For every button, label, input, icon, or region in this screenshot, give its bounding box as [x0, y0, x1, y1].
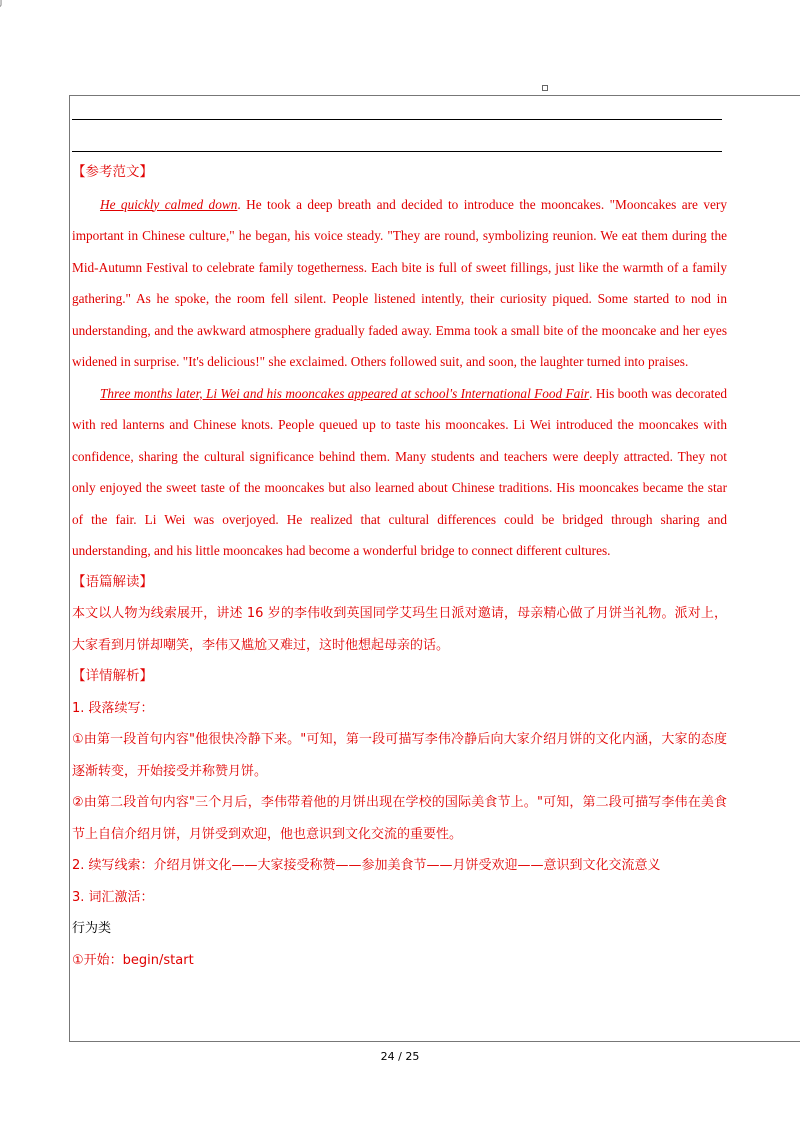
- anchor-mark: [542, 85, 548, 91]
- section-heading-reference: 【参考范文】: [72, 164, 153, 180]
- detail-item-text: ②由第二段首句内容"三个月后，李伟带着他的月饼出现在学校的国际美食节上。"可知，第二段可描写李伟在美食节上自信介绍月饼，月饼受到欢迎，他也意识到文化交流的重要性。: [72, 795, 727, 842]
- detail-item-title: 1. 段落续写：: [72, 700, 154, 716]
- paragraph-lead-sentence: Three months later, Li Wei and his mooncakes appeared at school's International Food Fair: [100, 385, 590, 401]
- page-number: 24 / 25: [380, 1050, 420, 1063]
- vocab-category: 行为类: [72, 921, 112, 936]
- section-heading-detail: 【详情解析】: [72, 668, 153, 684]
- answer-line: [72, 119, 722, 120]
- document-body: [72, 157, 727, 976]
- detail-item-text: 2. 续写线索：介绍月饼文化——大家接受称赞——参加美食节——月饼受欢迎——意识到文化交流意义: [72, 858, 661, 873]
- section-heading-reading: 【语篇解读】: [72, 573, 153, 590]
- detail-item-text: ①由第一段首句内容"他很快冷静下来。"可知，第一段可描写李伟冷静后向大家介绍月饼的文化内涵，大家的态度逐渐转变，开始接受并称赞月饼。: [72, 732, 727, 779]
- sample-paragraph-2: [72, 378, 727, 567]
- paragraph-body: . He took a deep breath and decided to introduce the mooncakes. "Mooncakes are very important in Chinese culture," he began, his voice steady. "They are round, symbolizing reunion. We eat them during the Mid-Autumn Festival to celebrate family togetherness. Each bite is full of sweet fillings, just like the warmth of a family gathering." As he spoke, the room fell silent. People listened intently, their curiosity piqued. Some started to nod in understanding, and the awkward atmosphere gradually faded away. Emma took a small bite of the mooncake and her eyes widened in surprise. "It's delicious!" she exclaimed. Others followed suit, and soon, the laughter turned into praises.: [72, 196, 727, 369]
- sample-paragraph-1: [72, 189, 727, 378]
- paragraph-body: . His booth was decorated with red lanterns and Chinese knots. People queued up to taste his mooncakes. Li Wei introduced the mooncakes with confidence, sharing the cultural significance behind them. Many students and teachers were deeply attracted. They not only enjoyed the sweet taste of the mooncakes but also learned about Chinese traditions. His mooncakes became the star of the fair. Li Wei was overjoyed. He realized that cultural differences could be bridged through sharing and understanding, and his little mooncakes had become a wonderful bridge to connect different cultures.: [72, 385, 727, 558]
- detail-item-title: 3. 词汇激活：: [72, 889, 154, 905]
- answer-line: [72, 151, 722, 152]
- corner-mark: J: [0, 0, 3, 7]
- paragraph-lead-sentence: He quickly calmed down: [100, 196, 238, 212]
- reading-summary: 本文以人物为线索展开，讲述 16 岁的李伟收到英国同学艾玛生日派对邀请，母亲精心做了月饼当礼物。派对上，大家看到月饼却嘲笑，李伟又尴尬又难过，这时他想起母亲的话。: [72, 606, 727, 653]
- vocab-item: ①开始：begin/start: [72, 952, 194, 968]
